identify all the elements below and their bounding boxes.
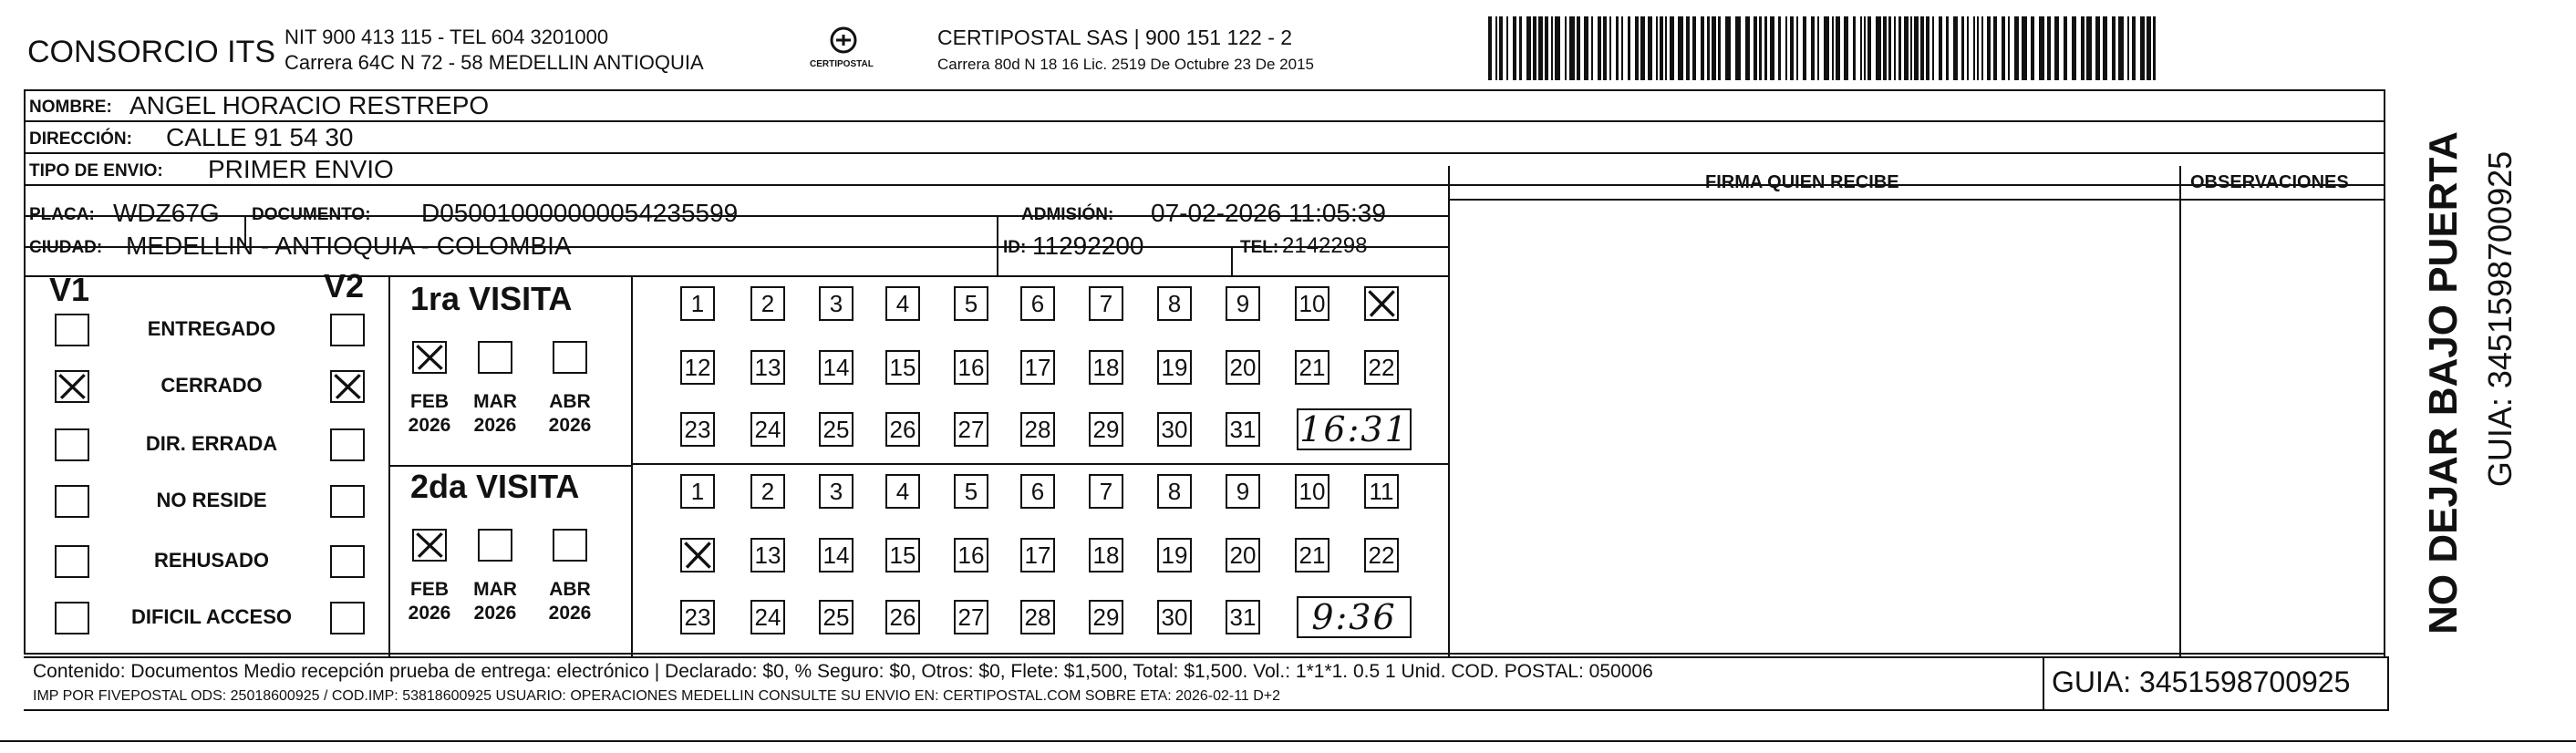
barcode-bar: [1973, 16, 1975, 80]
day-box[interactable]: 30: [1157, 600, 1192, 634]
barcode-bar: [1977, 16, 1979, 80]
barcode-bar: [1665, 16, 1667, 80]
v2-checkbox[interactable]: [330, 370, 365, 403]
day-box[interactable]: 30: [1157, 412, 1192, 447]
check-x-icon: [682, 540, 713, 571]
barcode-bar: [1670, 16, 1674, 80]
barcode-bar: [1545, 16, 1548, 80]
barcode-bar: [1785, 16, 1787, 80]
v1-checkbox[interactable]: [55, 370, 89, 403]
day-box[interactable]: 15: [885, 350, 920, 385]
day-box[interactable]: 25: [819, 412, 853, 447]
barcode-bar: [1790, 16, 1794, 80]
barcode-bar: [1811, 16, 1815, 80]
status-label: DIR. ERRADA: [145, 432, 278, 455]
day-box[interactable]: 18: [1089, 538, 1123, 572]
barcode-bar: [1519, 16, 1522, 80]
v1-checkbox[interactable]: [55, 485, 89, 518]
footer-line2: IMP POR FIVEPOSTAL ODS: 25018600925 / COD.IMP: 53818600925 USUARIO: OPERACIONES MEDELLIN CONSULTE SU ENVIO EN: CERTIPOSTAL.COM SOBRE ETA: 2026-02-11 D+2: [33, 688, 1281, 704]
admision-value: 07-02-2026 11:05:39: [1151, 199, 1386, 227]
side-guia: GUIA: 3451598700925: [2481, 150, 2519, 488]
barcode-bar: [2008, 16, 2010, 80]
barcode-bar: [1844, 16, 1848, 80]
year-label: 2026: [408, 415, 451, 436]
barcode-bar: [1488, 16, 1492, 80]
documento-label: DOCUMENTO:: [252, 205, 371, 224]
visit-time: 9:36: [1297, 596, 1412, 638]
certipostal-line2: Carrera 80d N 18 16 Lic. 2519 De Octubre 23 De 2015: [937, 56, 1314, 73]
barcode-bar: [1920, 16, 1924, 80]
year-label: 2026: [548, 603, 592, 624]
day-box[interactable]: 2: [750, 474, 785, 509]
barcode-bar: [1526, 16, 1531, 80]
day-box[interactable]: 27: [954, 412, 988, 447]
day-box[interactable]: 25: [819, 600, 853, 634]
barcode-bar: [1953, 16, 1958, 80]
month-label: FEB: [410, 579, 449, 600]
day-box[interactable]: 5: [954, 474, 988, 509]
month-label: ABR: [549, 579, 591, 600]
tipo-envio-value: PRIMER ENVIO: [208, 155, 394, 183]
barcode-bar: [1759, 16, 1762, 80]
day-box[interactable]: 18: [1089, 350, 1123, 385]
day-box[interactable]: 7: [1089, 286, 1123, 321]
day-box[interactable]: 1: [680, 286, 715, 321]
barcode-bar: [1686, 16, 1690, 80]
barcode-bar: [1946, 16, 1949, 80]
year-label: 2026: [473, 415, 517, 436]
barcode-bar: [2064, 16, 2067, 80]
barcode-bar: [1993, 16, 1997, 80]
nombre-label: NOMBRE:: [29, 98, 112, 117]
barcode-bar: [1914, 16, 1919, 80]
barcode-bar: [1506, 16, 1508, 80]
day-box[interactable]: 4: [885, 286, 920, 321]
v1-label: V1: [49, 271, 90, 308]
barcode-bar: [2086, 16, 2092, 80]
check-x-icon: [1366, 288, 1397, 319]
barcode-bar: [1678, 16, 1683, 80]
month-label: ABR: [549, 391, 591, 412]
tel-value: 2142298: [1282, 233, 1368, 258]
barcode-bar: [1864, 16, 1866, 80]
year-label: 2026: [408, 603, 451, 624]
barcode-bar: [1754, 16, 1757, 80]
barcode-bar: [1577, 16, 1580, 80]
barcode-bar: [1876, 16, 1881, 80]
barcode-bar: [1860, 16, 1862, 80]
ciudad-value: MEDELLIN - ANTIOQUIA - COLOMBIA: [126, 232, 572, 260]
barcode-bar: [1628, 16, 1630, 80]
documento-value: D050010000000054235599: [421, 199, 739, 227]
v2-checkbox[interactable]: [330, 428, 365, 461]
barcode-bar: [1648, 16, 1652, 80]
nit-line: NIT 900 413 115 - TEL 604 3201000: [284, 26, 609, 48]
day-box[interactable]: 4: [885, 474, 920, 509]
barcode-bar: [2014, 16, 2019, 80]
barcode-bar: [2118, 16, 2124, 80]
barcode-bar: [1836, 16, 1840, 80]
visit-title: 2da VISITA: [410, 468, 580, 505]
day-box[interactable]: 13: [750, 538, 785, 572]
check-x-icon: [332, 372, 363, 401]
barcode-bar: [1533, 16, 1536, 80]
barcode-bar: [1635, 16, 1639, 80]
day-box[interactable]: [1364, 286, 1399, 321]
barcode-bar: [1939, 16, 1942, 80]
barcode-bar: [1888, 16, 1891, 80]
barcode-bar: [1513, 16, 1516, 80]
barcode-bar: [1707, 16, 1710, 80]
day-box[interactable]: 19: [1157, 350, 1192, 385]
barcode-bar: [1796, 16, 1798, 80]
barcode-bar: [1894, 16, 1896, 80]
barcode-bar: [1904, 16, 1909, 80]
barcode-bar: [1932, 16, 1934, 80]
barcode-bar: [1621, 16, 1623, 80]
barcode-bar: [2002, 16, 2005, 80]
barcode-bar: [1660, 16, 1663, 80]
visit-title: 1ra VISITA: [410, 280, 573, 317]
barcode-bar: [1565, 16, 1567, 80]
barcode-bar: [1764, 16, 1767, 80]
barcode-bar: [1495, 16, 1497, 80]
day-box[interactable]: 7: [1089, 474, 1123, 509]
check-x-icon: [414, 343, 445, 372]
day-box[interactable]: 20: [1226, 350, 1260, 385]
v2-checkbox[interactable]: [330, 314, 365, 346]
month-label: MAR: [473, 579, 517, 600]
barcode-bar: [2103, 16, 2107, 80]
barcode-bar: [2147, 16, 2151, 80]
observaciones-label: OBSERVACIONES: [2190, 172, 2349, 192]
month-checkbox[interactable]: [412, 341, 447, 374]
day-box[interactable]: 22: [1364, 350, 1399, 385]
day-box[interactable]: 14: [819, 538, 853, 572]
day-box[interactable]: 6: [1020, 286, 1055, 321]
tipo-envio-label: TIPO DE ENVIO:: [29, 161, 163, 181]
check-x-icon: [57, 372, 88, 401]
day-box[interactable]: 23: [680, 412, 715, 447]
barcode-bar: [2132, 16, 2136, 80]
barcode-bar: [2022, 16, 2027, 80]
day-box[interactable]: 16: [954, 350, 988, 385]
barcode-bar: [1824, 16, 1829, 80]
barcode-bar: [2047, 16, 2051, 80]
nombre-value: ANGEL HORACIO RESTREPO: [129, 91, 490, 119]
barcode-bar: [1584, 16, 1588, 80]
day-box[interactable]: 3: [819, 474, 853, 509]
day-box[interactable]: 3: [819, 286, 853, 321]
day-box[interactable]: 23: [680, 600, 715, 634]
day-box[interactable]: 20: [1226, 538, 1260, 572]
id-value: 11292200: [1032, 232, 1144, 260]
day-box[interactable]: [680, 538, 715, 572]
v1-checkbox[interactable]: [55, 602, 89, 634]
barcode-bar: [1883, 16, 1887, 80]
ciudad-label: CIUDAD:: [29, 238, 103, 257]
barcode-bar: [1961, 16, 1964, 80]
barcode-bar: [1591, 16, 1593, 80]
placa-label: PLACA:: [29, 205, 95, 224]
day-box[interactable]: 26: [885, 412, 920, 447]
barcode-bar: [1569, 16, 1575, 80]
barcode-bar: [1718, 16, 1721, 80]
barcode: [1488, 16, 2159, 80]
barcode-bar: [1609, 16, 1611, 80]
barcode-bar: [1735, 16, 1741, 80]
day-box[interactable]: 17: [1020, 538, 1055, 572]
day-box[interactable]: 27: [954, 600, 988, 634]
month-checkbox[interactable]: [553, 529, 587, 562]
barcode-bar: [1926, 16, 1929, 80]
month-checkbox[interactable]: [478, 341, 512, 374]
logo-text: CERTIPOSTAL: [810, 59, 874, 69]
status-label: CERRADO: [160, 374, 263, 397]
barcode-bar: [1598, 16, 1601, 80]
footer-guia: GUIA: 3451598700925: [2052, 665, 2351, 698]
barcode-bar: [1555, 16, 1560, 80]
barcode-bar: [1770, 16, 1774, 80]
day-box[interactable]: 9: [1226, 474, 1260, 509]
barcode-bar: [1987, 16, 1991, 80]
placa-value: WDZ67G: [113, 199, 220, 227]
check-x-icon: [414, 531, 445, 560]
direccion-label: DIRECCIÓN:: [29, 129, 132, 149]
day-box[interactable]: 31: [1226, 600, 1260, 634]
year-label: 2026: [473, 603, 517, 624]
barcode-bar: [2054, 16, 2059, 80]
month-label: FEB: [410, 391, 449, 412]
barcode-bar: [1817, 16, 1819, 80]
status-label: REHUSADO: [154, 549, 269, 572]
day-box[interactable]: 12: [680, 350, 715, 385]
direccion-value: CALLE 91 54 30: [166, 123, 354, 151]
day-box[interactable]: 8: [1157, 286, 1192, 321]
month-label: MAR: [473, 391, 517, 412]
day-box[interactable]: 14: [819, 350, 853, 385]
barcode-bar: [2081, 16, 2085, 80]
barcode-bar: [1725, 16, 1731, 80]
barcode-bar: [1853, 16, 1856, 80]
barcode-bar: [1538, 16, 1543, 80]
barcode-bar: [1832, 16, 1834, 80]
month-checkbox[interactable]: [553, 341, 587, 374]
day-box[interactable]: 24: [750, 600, 785, 634]
barcode-bar: [1867, 16, 1871, 80]
barcode-bar: [1692, 16, 1696, 80]
address-line: Carrera 64C N 72 - 58 MEDELLIN ANTIOQUIA: [284, 51, 704, 74]
certipostal-logo: [802, 24, 885, 75]
day-box[interactable]: 1: [680, 474, 715, 509]
barcode-bar: [1910, 16, 1912, 80]
barcode-bar: [1603, 16, 1607, 80]
barcode-bar: [1499, 16, 1503, 80]
day-box[interactable]: 21: [1295, 538, 1329, 572]
day-box[interactable]: 19: [1157, 538, 1192, 572]
barcode-bar: [1616, 16, 1619, 80]
v1-checkbox[interactable]: [55, 428, 89, 461]
v2-checkbox[interactable]: [330, 485, 365, 518]
status-label: NO RESIDE: [156, 489, 267, 511]
barcode-bar: [1981, 16, 1983, 80]
visit-time: 16:31: [1297, 408, 1412, 450]
day-box[interactable]: 10: [1295, 286, 1329, 321]
year-label: 2026: [548, 415, 592, 436]
barcode-bar: [1778, 16, 1781, 80]
day-box[interactable]: 21: [1295, 350, 1329, 385]
barcode-bar: [1656, 16, 1658, 80]
barcode-bar: [1701, 16, 1704, 80]
company-name: CONSORCIO ITS: [27, 35, 276, 69]
barcode-bar: [2031, 16, 2034, 80]
day-box[interactable]: 29: [1089, 412, 1123, 447]
day-box[interactable]: 8: [1157, 474, 1192, 509]
v1-checkbox[interactable]: [55, 545, 89, 578]
day-box[interactable]: 29: [1089, 600, 1123, 634]
barcode-bar: [2072, 16, 2076, 80]
v2-label: V2: [324, 267, 365, 304]
day-box[interactable]: 22: [1364, 538, 1399, 572]
status-label: ENTREGADO: [147, 317, 276, 340]
barcode-bar: [2112, 16, 2116, 80]
day-box[interactable]: 5: [954, 286, 988, 321]
month-checkbox[interactable]: [478, 529, 512, 562]
barcode-bar: [1967, 16, 1969, 80]
barcode-bar: [1803, 16, 1806, 80]
barcode-bar: [2039, 16, 2044, 80]
day-box[interactable]: 31: [1226, 412, 1260, 447]
barcode-bar: [1640, 16, 1645, 80]
barcode-bar: [1898, 16, 1901, 80]
barcode-bar: [1745, 16, 1750, 80]
tel-label: TEL:: [1240, 238, 1279, 257]
day-box[interactable]: 10: [1295, 474, 1329, 509]
day-box[interactable]: 28: [1020, 412, 1055, 447]
side-warning: NO DEJAR BAJO PUERTA: [2421, 131, 2466, 634]
barcode-bar: [1551, 16, 1553, 80]
day-box[interactable]: 2: [750, 286, 785, 321]
barcode-bar: [2153, 16, 2156, 80]
id-label: ID:: [1003, 238, 1027, 257]
v2-checkbox[interactable]: [330, 602, 365, 634]
day-box[interactable]: 9: [1226, 286, 1260, 321]
day-box[interactable]: 13: [750, 350, 785, 385]
month-checkbox[interactable]: [412, 529, 447, 562]
firma-label: FIRMA QUIEN RECIBE: [1705, 172, 1899, 192]
v1-checkbox[interactable]: [55, 314, 89, 346]
day-box[interactable]: 28: [1020, 600, 1055, 634]
day-box[interactable]: 16: [954, 538, 988, 572]
day-box[interactable]: 6: [1020, 474, 1055, 509]
status-label: DIFICIL ACCESO: [130, 605, 293, 628]
day-box[interactable]: 17: [1020, 350, 1055, 385]
v2-checkbox[interactable]: [330, 545, 365, 578]
day-box[interactable]: 15: [885, 538, 920, 572]
barcode-bar: [2140, 16, 2145, 80]
barcode-bar: [2127, 16, 2129, 80]
admision-label: ADMISIÓN:: [1021, 205, 1114, 224]
day-box[interactable]: 11: [1364, 474, 1399, 509]
footer-line1: Contenido: Documentos Medio recepción prueba de entrega: electrónico | Declarado: $0, % Seguro: $0, Otros: $0, Flete: $1,500, Total: $1,500. Vol.: 1*1*1. 0.5 1 Unid. COD. POSTAL: 050006: [33, 661, 1653, 682]
day-box[interactable]: 26: [885, 600, 920, 634]
certipostal-line1: CERTIPOSTAL SAS | 900 151 122 - 2: [937, 26, 1293, 49]
barcode-bar: [2095, 16, 2100, 80]
barcode-bar: [1712, 16, 1716, 80]
day-box[interactable]: 24: [750, 412, 785, 447]
